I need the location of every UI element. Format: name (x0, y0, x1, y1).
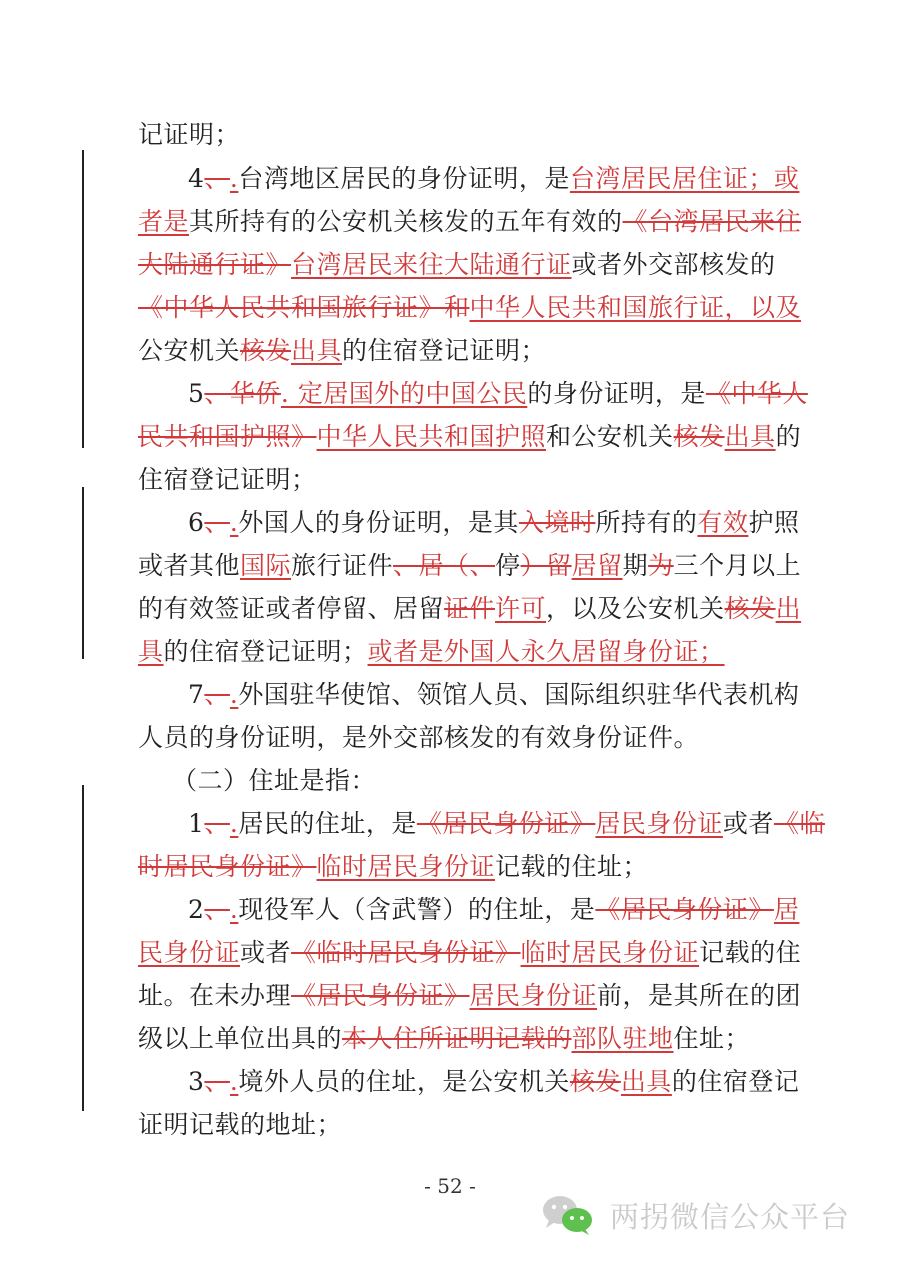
deleted-text: 入境时 (518, 508, 596, 537)
text-run: 或者外交部核发的 (571, 250, 776, 279)
text-line (188, 377, 808, 413)
inserted-text: . (229, 680, 239, 709)
deleted-text: 核发 (569, 1067, 621, 1096)
inserted-text: 中华人民共和国旅行证，以及 (469, 293, 802, 322)
text-line (188, 1065, 800, 1101)
text-run: 所持有的 (595, 508, 698, 537)
inserted-text: . (229, 895, 239, 924)
text-run: 护照 (748, 508, 800, 537)
inserted-text: 居 (773, 895, 800, 924)
watermark (540, 1193, 850, 1237)
deleted-text: 、 (204, 508, 230, 537)
deleted-text: 《居民身份证》 (291, 981, 470, 1010)
text-line (138, 334, 768, 370)
inserted-text: 许可 (495, 594, 547, 623)
text-run: 3 (188, 1067, 205, 1096)
inserted-text: . (229, 1067, 239, 1096)
deleted-text: 、 (204, 809, 230, 838)
text-run: 外国人的身份证明，是其 (238, 508, 519, 537)
text-line (138, 850, 768, 886)
deleted-text: 、 (204, 895, 230, 924)
deleted-text: 、 (204, 1067, 230, 1096)
text-line (138, 1022, 768, 1058)
text-run: 址。在未办理 (138, 981, 292, 1010)
inserted-text: 部队驻地 (571, 1024, 674, 1053)
text-run: 和公安机关 (546, 422, 674, 451)
text-line (188, 807, 825, 843)
deleted-text: 《中华人民共和国旅行证》和 (138, 293, 470, 322)
text-line (138, 248, 776, 284)
text-run: 记载的住址； (495, 852, 649, 881)
text-run: 级以上单位出具的 (138, 1024, 343, 1053)
deleted-text: 、居（、 (393, 551, 496, 580)
deleted-text: 《临时居民身份证》 (291, 938, 521, 967)
revision-bar (82, 487, 84, 659)
revision-bar (82, 150, 84, 448)
deleted-text: 、 (204, 680, 230, 709)
text-run: 或者 (240, 938, 292, 967)
deleted-text: 、华侨 (204, 379, 281, 408)
inserted-text: 国际 (240, 551, 292, 580)
deleted-text: 本人住所证明记载的 (342, 1024, 572, 1053)
text-run: 前，是其所在的团 (597, 981, 802, 1010)
text-run: 外国驻华使馆、领馆人员、国际组织驻华代表机构 (238, 680, 800, 709)
text-run: 公安机关 (138, 336, 241, 365)
text-line (138, 463, 768, 499)
text-run: 其所持有的公安机关核发的五年有效的 (189, 207, 623, 236)
inserted-text: 居留 (571, 551, 623, 580)
inserted-text: . (229, 809, 239, 838)
text-line (188, 162, 800, 198)
inserted-text: . (229, 164, 239, 193)
inserted-text: 临时居民身份证 (520, 938, 700, 967)
deleted-text: 时居民身份证》 (138, 852, 317, 881)
text-run: 住址； (673, 1024, 751, 1053)
text-line (138, 635, 768, 671)
inserted-text: 临时居民身份证 (316, 852, 496, 881)
text-run: 证明记载的地址； (138, 1110, 343, 1139)
text-run: 5 (188, 379, 205, 408)
deleted-text: 核发 (240, 336, 292, 365)
deleted-text: 为 (648, 551, 674, 580)
deleted-text: 《台湾居民来往 (622, 207, 802, 236)
inserted-text: 或者是外国人永久居留身份证； (367, 637, 725, 666)
deleted-text: 核发 (673, 422, 725, 451)
text-run: 三个月以上 (673, 551, 802, 580)
text-run: 旅行证件 (291, 551, 394, 580)
text-run: 6 (188, 508, 205, 537)
text-line (188, 506, 800, 542)
text-run: 记载的住 (699, 938, 802, 967)
text-run: 的住宿登记证明； (342, 336, 547, 365)
deleted-text: 民共和国护照》 (138, 422, 317, 451)
text-run: 2 (188, 895, 205, 924)
text-line (138, 118, 768, 154)
text-line (188, 678, 800, 714)
inserted-text: 出具 (291, 336, 343, 365)
text-line (138, 420, 802, 456)
inserted-text: . (229, 508, 239, 537)
section-heading (172, 764, 768, 800)
text-line (138, 979, 802, 1015)
text-line (188, 893, 800, 929)
text-run: 4 (188, 164, 205, 193)
inserted-text: 居民身份证 (469, 981, 598, 1010)
page-number: - 52 - (424, 1174, 476, 1198)
text-run: （二）住址是指： (172, 766, 377, 795)
inserted-text: 出具 (724, 422, 776, 451)
inserted-text: 台湾居民居住证；或 (569, 164, 800, 193)
text-line (138, 291, 802, 327)
text-line (138, 205, 802, 241)
deleted-text: 证件 (444, 594, 496, 623)
text-run: 居民的住址，是 (238, 809, 417, 838)
text-line (138, 721, 768, 757)
text-run: 停 (495, 551, 521, 580)
inserted-text: 民身份证 (138, 938, 241, 967)
text-run: 现役军人（含武警）的住址，是 (238, 895, 596, 924)
text-line (138, 549, 802, 585)
text-run: 的住宿登记 (671, 1067, 800, 1096)
text-run: 的有效签证或者停留、居留 (138, 594, 445, 623)
inserted-text: . 定居国外的中国公民 (280, 379, 528, 408)
text-run: 期 (622, 551, 649, 580)
inserted-text: 台湾居民来往大陆通行证 (291, 250, 572, 279)
text-run: 的住宿登记证明； (163, 637, 368, 666)
text-run: 7 (188, 680, 205, 709)
inserted-text: 具 (138, 637, 164, 666)
text-run: 1 (188, 809, 205, 838)
text-run: 台湾地区居民的身份证明，是 (238, 164, 570, 193)
deleted-text: ）留 (520, 551, 572, 580)
text-run: 住宿登记证明； (138, 465, 317, 494)
inserted-text: 有效 (697, 508, 749, 537)
deleted-text: 《临 (773, 809, 825, 838)
inserted-text: 出具 (620, 1067, 672, 1096)
watermark-text: 两拐微信公众平台 (610, 1199, 851, 1234)
text-run: 记证明； (138, 120, 241, 149)
text-run: 的 (775, 422, 802, 451)
text-run: 人员的身份证明，是外交部核发的有效身份证件。 (138, 723, 700, 752)
text-run: 的身份证明，是 (527, 379, 706, 408)
deleted-text: 、 (204, 164, 230, 193)
deleted-text: 核发 (724, 594, 776, 623)
wechat-icon (540, 1193, 596, 1237)
inserted-text: 居民身份证 (595, 809, 723, 838)
inserted-text: 中华人民共和国护照 (316, 422, 547, 451)
text-run: 境外人员的住址，是公安机关 (238, 1067, 570, 1096)
text-line (138, 936, 802, 972)
revision-bar (82, 785, 84, 1111)
deleted-text: 《居民身份证》 (595, 895, 774, 924)
text-run: 或者 (722, 809, 774, 838)
deleted-text: 《中华人 (705, 379, 808, 408)
text-run: 或者其他 (138, 551, 241, 580)
deleted-text: 《居民身份证》 (416, 809, 596, 838)
text-run: ，以及公安机关 (546, 594, 725, 623)
text-line (138, 592, 802, 628)
inserted-text: 者是 (138, 207, 190, 236)
text-line (138, 1108, 768, 1144)
deleted-text: 大陆通行证》 (138, 250, 292, 279)
inserted-text: 出 (775, 594, 802, 623)
